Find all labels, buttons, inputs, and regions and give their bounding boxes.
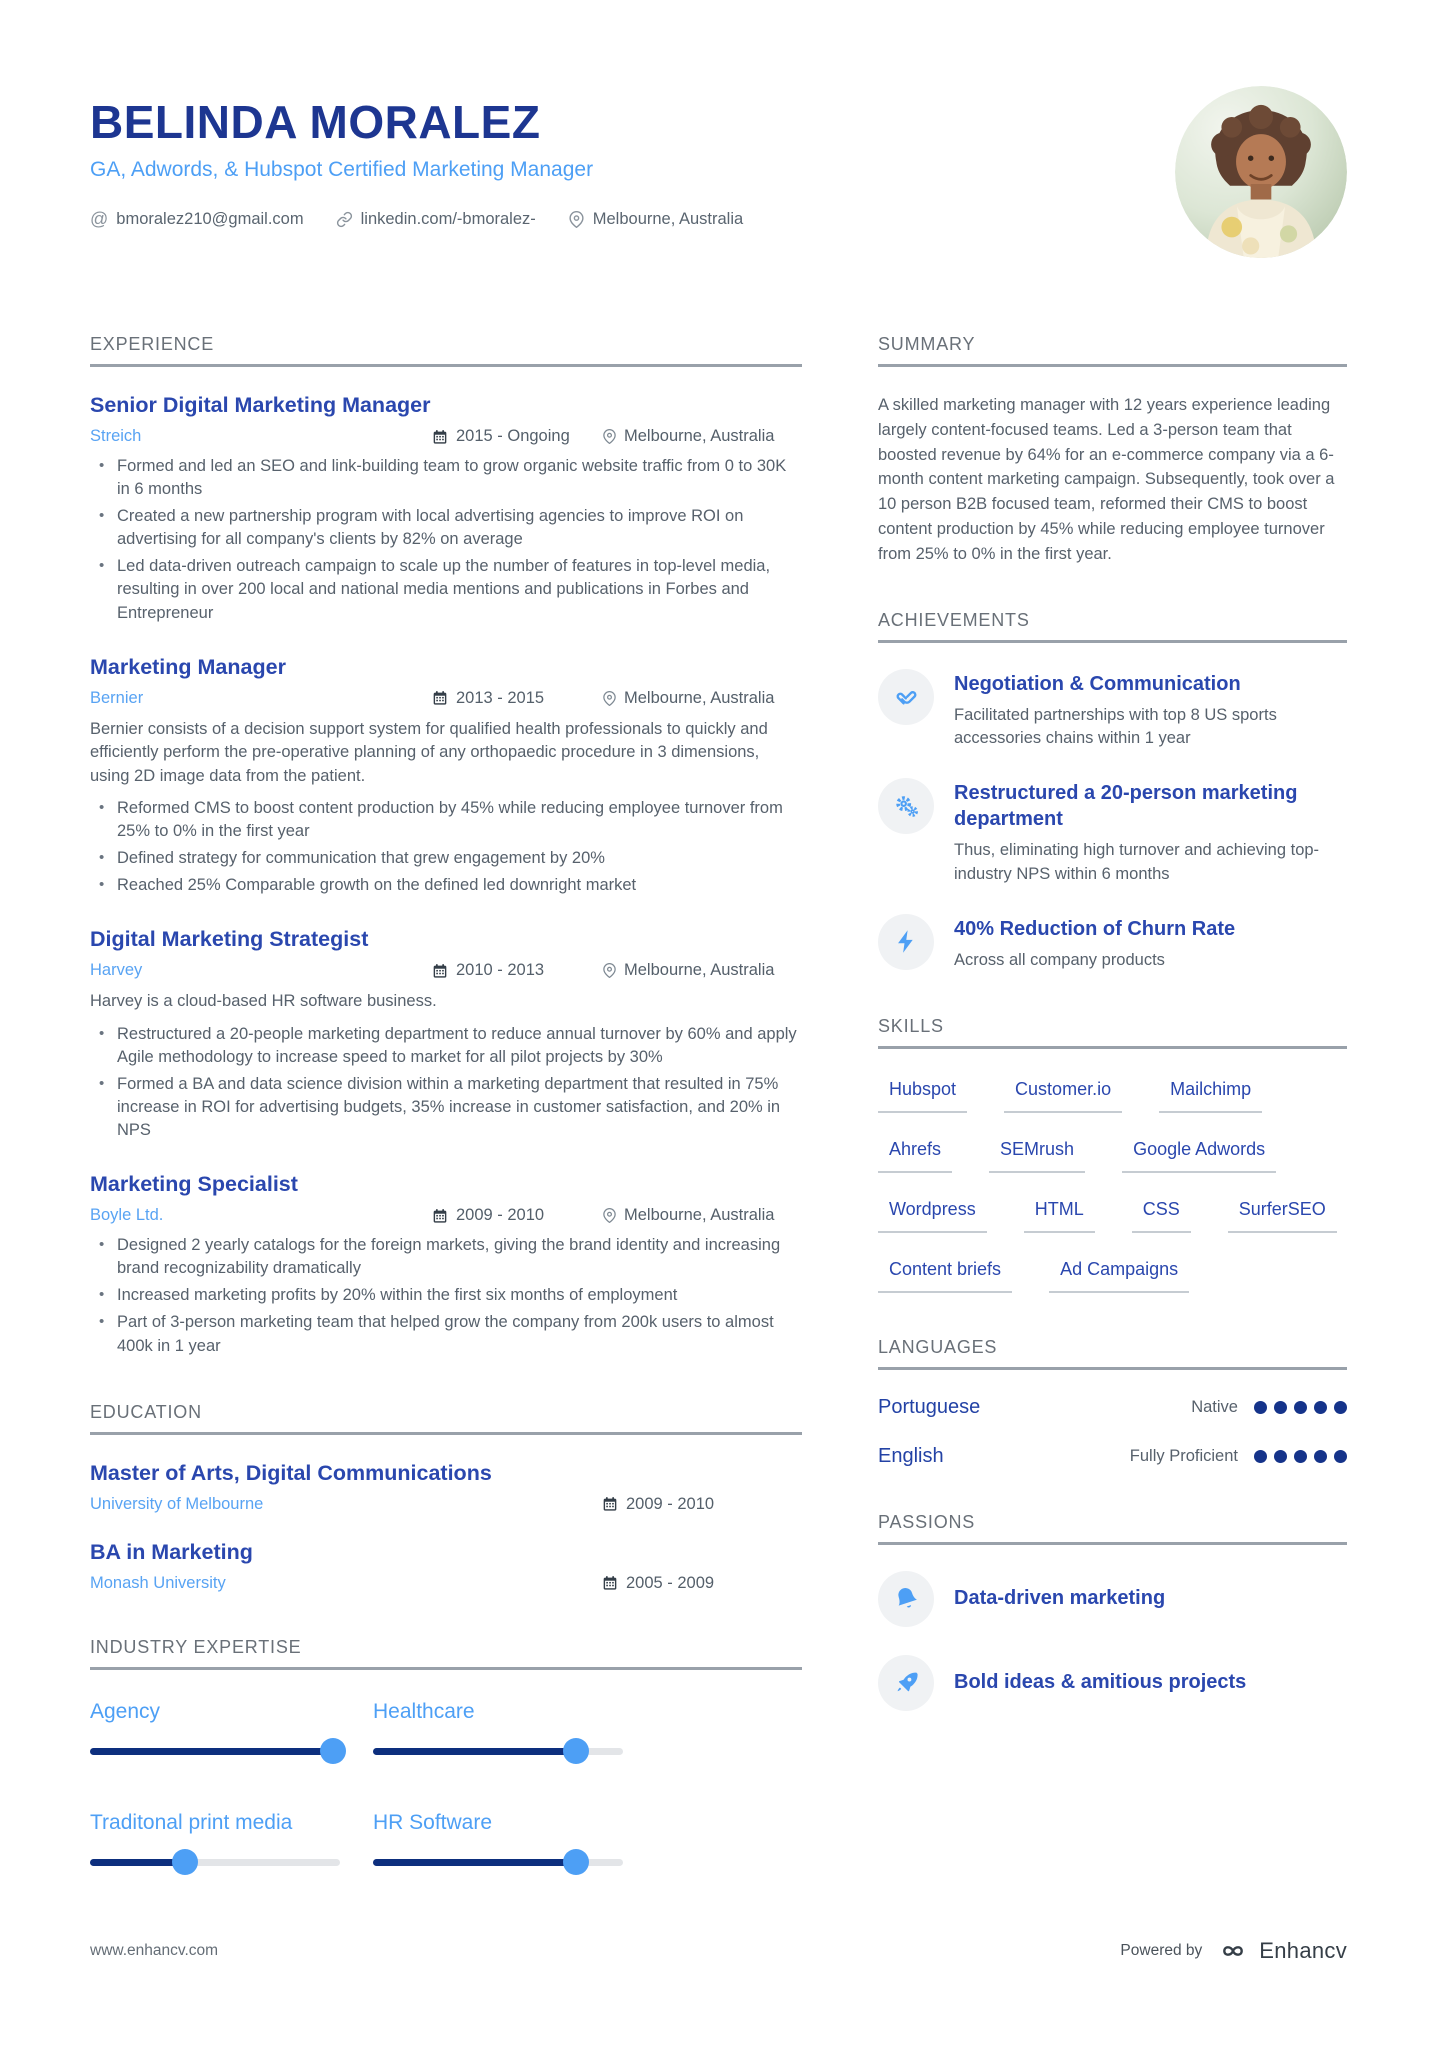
- passion-item: [878, 1571, 1347, 1627]
- calendar-icon: [432, 963, 448, 979]
- job-dates: [432, 689, 602, 708]
- slider-thumb: [320, 1738, 346, 1764]
- job-dates-text: 2009 - 2010: [456, 1206, 545, 1225]
- job-meta-row: [90, 961, 802, 980]
- job-location-text: Melbourne, Australia: [624, 688, 775, 707]
- skill-tag: HTML: [1024, 1199, 1095, 1233]
- achievements-section: [878, 610, 1347, 971]
- enhancv-wordmark: Enhancv: [1259, 1938, 1347, 1963]
- school-name: University of Melbourne: [90, 1494, 264, 1513]
- jobs-list: [90, 393, 802, 1358]
- job-bullets: [90, 797, 802, 897]
- main-columns: [90, 334, 1347, 1920]
- bullet-item: • Restructured a 20-people marketing department to reduce annual turnover by 60% and apply Agile methodology to increase speed to market for all pilot projects by 30%: [90, 1023, 802, 1069]
- job-title: Digital Marketing Strategist: [90, 927, 369, 952]
- slider-fill: [90, 1748, 333, 1755]
- contact-item[interactable]: [90, 209, 304, 230]
- skill-tag: Ad Campaigns: [1049, 1259, 1189, 1293]
- footer-site-link[interactable]: www.enhancv.com: [90, 1942, 219, 1959]
- job-location: [602, 1206, 802, 1225]
- person-name: BELINDA MORALEZ: [90, 96, 541, 148]
- bullet-item: • Defined strategy for communication that grew engagement by 20%: [90, 847, 802, 870]
- right-column: [878, 334, 1347, 1920]
- bell-icon: [878, 1571, 934, 1627]
- job-location: [602, 689, 802, 708]
- skill-tag: Ahrefs: [878, 1139, 952, 1173]
- job-meta-row: [90, 689, 802, 708]
- contact-item[interactable]: [568, 210, 743, 229]
- contact-text: bmoralez210@gmail.com: [116, 210, 304, 229]
- expertise-label: HR Software: [373, 1810, 493, 1834]
- skill-tag: Wordpress: [878, 1199, 987, 1233]
- job-dates-text: 2013 - 2015: [456, 688, 545, 707]
- expertise-label: Healthcare: [373, 1699, 475, 1723]
- powered-by-label: Powered by: [1120, 1942, 1203, 1959]
- industry-expertise-heading: INDUSTRY EXPERTISE: [90, 1637, 802, 1670]
- experience-item: [90, 393, 802, 625]
- achievement-title: Restructured a 20-person marketing department: [954, 782, 1298, 831]
- degree-title: Master of Arts, Digital Communications: [90, 1460, 492, 1485]
- achievement-body: [954, 669, 1347, 750]
- job-location-text: Melbourne, Australia: [624, 961, 775, 980]
- location-pin-icon: [602, 429, 617, 444]
- skill-tag: CSS: [1132, 1199, 1191, 1233]
- job-dates-text: 2010 - 2013: [456, 961, 545, 980]
- calendar-icon: [602, 1575, 618, 1591]
- bullet-item: • Created a new partnership program with local advertising agencies to improve ROI on advertising for all company's clients by 82% on average: [90, 505, 802, 551]
- expertise-item: [90, 1811, 340, 1876]
- passion-item: [878, 1655, 1347, 1711]
- education-list: [90, 1461, 802, 1593]
- job-bullets: [90, 1023, 802, 1142]
- footer: [90, 1938, 1347, 1964]
- contact-row: [90, 209, 743, 230]
- achievement-description: Across all company products: [954, 950, 1165, 969]
- achievement-item: [878, 778, 1347, 885]
- experience-item: [90, 1172, 802, 1357]
- person-title: GA, Adwords, & Hubspot Certified Marketing Manager: [90, 158, 594, 182]
- header-text: [90, 98, 743, 230]
- achievement-item: [878, 669, 1347, 750]
- skills-list: [878, 1075, 1347, 1293]
- slider-fill: [90, 1859, 185, 1866]
- education-meta-row: [90, 1495, 802, 1514]
- job-description: Bernier consists of a decision support system for qualified health professionals to quickly and efficiently perform the pre-operative planning of any orthopaedic procedure in 3 dimensions, using 2D image data from the patient.: [90, 719, 768, 785]
- job-title: Marketing Manager: [90, 654, 286, 679]
- education-section: [90, 1402, 802, 1593]
- gears-icon: [878, 778, 934, 834]
- achievement-description: Facilitated partnerships with top 8 US sports accessories chains within 1 year: [954, 706, 1277, 748]
- enhancv-logo-icon: [1216, 1938, 1250, 1964]
- job-bullets: [90, 455, 802, 625]
- expertise-slider: [373, 1738, 623, 1765]
- achievements-list: [878, 669, 1347, 971]
- enhancv-brand-link[interactable]: [1216, 1938, 1347, 1964]
- expertise-item: [373, 1700, 623, 1765]
- school-name: Monash University: [90, 1573, 226, 1592]
- company-name: Boyle Ltd.: [90, 1206, 164, 1225]
- powered-by: [1120, 1938, 1347, 1964]
- achievement-title: 40% Reduction of Churn Rate: [954, 917, 1236, 940]
- language-proficiency-dots: [1254, 1450, 1347, 1463]
- bullet-item: • Reformed CMS to boost content production by 45% while reducing employee turnover from 25% to 0% in the first year: [90, 797, 802, 843]
- location-pin-icon: [602, 963, 617, 978]
- education-dates-text: 2005 - 2009: [626, 1573, 715, 1592]
- company-name: Harvey: [90, 961, 143, 980]
- calendar-icon: [432, 429, 448, 445]
- skill-tag: Hubspot: [878, 1079, 967, 1113]
- passion-label: Data-driven marketing: [954, 1587, 1166, 1610]
- slider-fill: [373, 1859, 576, 1866]
- languages-section: [878, 1337, 1347, 1468]
- expertise-slider: [90, 1849, 340, 1876]
- job-dates: [432, 961, 602, 980]
- expertise-label: Agency: [90, 1699, 161, 1723]
- summary-heading: SUMMARY: [878, 334, 1347, 367]
- contact-item[interactable]: [336, 210, 536, 229]
- language-level: Native: [1191, 1397, 1238, 1416]
- expertise-item: [90, 1700, 340, 1765]
- contact-text: Melbourne, Australia: [592, 210, 744, 229]
- location-pin-icon: [602, 1208, 617, 1223]
- job-dates: [432, 1206, 602, 1225]
- job-meta-row: [90, 1206, 802, 1225]
- job-location-text: Melbourne, Australia: [624, 1206, 775, 1225]
- language-level: Fully Proficient: [1129, 1446, 1238, 1465]
- bullet-item: • Part of 3-person marketing team that helped grow the company from 200k users to almost 400k in 1 year: [90, 1311, 802, 1357]
- bullet-item: • Reached 25% Comparable growth on the defined led downright market: [90, 874, 802, 897]
- bullet-item: • Formed and led an SEO and link-building team to grow organic website traffic from 0 to 30K in 6 months: [90, 455, 802, 501]
- experience-section: [90, 334, 802, 1358]
- calendar-icon: [432, 690, 448, 706]
- job-dates-text: 2015 - Ongoing: [456, 427, 570, 445]
- slider-thumb: [563, 1738, 589, 1764]
- bolt-icon: [878, 914, 934, 970]
- achievement-title: Negotiation & Communication: [954, 673, 1241, 696]
- contact-text: linkedin.com/-bmoralez-: [360, 210, 536, 229]
- summary-text: A skilled marketing manager with 12 years experience leading largely content-focused teams. Led a 3-person team that boosted revenue by 64% for an e-commerce company via a 6-month content marketing campaign. Subsequently, took over a 10 person B2B focused team, reformed their CMS to boost content production by 45% while reducing employee turnover from 25% to 0% in the first year.: [878, 396, 1335, 563]
- header: [90, 98, 1347, 258]
- skill-tag: Mailchimp: [1159, 1079, 1262, 1113]
- language-item: [878, 1396, 1347, 1419]
- bullet-item: • Led data-driven outreach campaign to scale up the number of features in top-level media, resulting in over 200 local and national media mentions and publications in Forbes and Entrepreneur: [90, 555, 802, 624]
- job-location: [602, 961, 802, 980]
- passions-heading: PASSIONS: [878, 1512, 1347, 1545]
- summary-section: [878, 334, 1347, 566]
- company-name: Streich: [90, 427, 142, 445]
- job-dates: [432, 427, 602, 446]
- job-bullets: [90, 1234, 802, 1357]
- slider-fill: [373, 1748, 576, 1755]
- email-icon: @: [90, 209, 109, 230]
- rocket-icon: [878, 1655, 934, 1711]
- skill-tag: SurferSEO: [1228, 1199, 1337, 1233]
- slider-thumb: [563, 1849, 589, 1875]
- calendar-icon: [432, 1208, 448, 1224]
- job-title: Senior Digital Marketing Manager: [90, 393, 431, 417]
- handshake-icon: [878, 669, 934, 725]
- experience-item: [90, 927, 802, 1142]
- passions-section: [878, 1512, 1347, 1711]
- passions-list: [878, 1571, 1347, 1711]
- bullet-item: • Formed a BA and data science division within a marketing department that resulted in 75% increase in ROI for advertising budgets, 35% increase in customer satisfaction, and 20% in NPS: [90, 1073, 802, 1142]
- achievement-item: [878, 914, 1347, 972]
- language-name: Portuguese: [878, 1395, 981, 1418]
- skill-tag: Content briefs: [878, 1259, 1012, 1293]
- education-dates: [602, 1495, 802, 1514]
- calendar-icon: [602, 1496, 618, 1512]
- job-description: Harvey is a cloud-based HR software business.: [90, 992, 437, 1011]
- job-meta-row: [90, 427, 802, 446]
- avatar: [1175, 86, 1347, 258]
- language-proficiency-dots: [1254, 1401, 1347, 1414]
- education-heading: EDUCATION: [90, 1402, 802, 1435]
- bullet-item: • Designed 2 yearly catalogs for the foreign markets, giving the brand identity and increasing brand recognizability dramatically: [90, 1234, 802, 1280]
- location-icon: [568, 211, 585, 228]
- skills-section: [878, 1016, 1347, 1293]
- bullet-item: • Increased marketing profits by 20% within the first six months of employment: [90, 1284, 802, 1307]
- languages-list: [878, 1396, 1347, 1468]
- job-location: [602, 427, 802, 446]
- expertise-slider: [90, 1738, 340, 1765]
- industry-expertise-section: [90, 1637, 802, 1876]
- skill-tag: Google Adwords: [1122, 1139, 1276, 1173]
- company-name: Bernier: [90, 688, 144, 707]
- languages-heading: LANGUAGES: [878, 1337, 1347, 1370]
- language-name: English: [878, 1444, 944, 1467]
- slider-thumb: [172, 1849, 198, 1875]
- education-item: [90, 1461, 802, 1514]
- achievement-body: [954, 914, 1235, 972]
- job-location-text: Melbourne, Australia: [624, 427, 775, 445]
- education-meta-row: [90, 1574, 802, 1593]
- education-dates-text: 2009 - 2010: [626, 1494, 715, 1513]
- link-icon: [336, 211, 353, 228]
- expertise-grid: [90, 1696, 802, 1876]
- achievement-body: [954, 778, 1347, 885]
- degree-title: BA in Marketing: [90, 1539, 253, 1564]
- skill-tag: Customer.io: [1004, 1079, 1122, 1113]
- experience-heading: EXPERIENCE: [90, 334, 802, 367]
- location-pin-icon: [602, 691, 617, 706]
- language-item: [878, 1445, 1347, 1468]
- job-title: Marketing Specialist: [90, 1172, 298, 1197]
- education-item: [90, 1540, 802, 1593]
- achievement-description: Thus, eliminating high turnover and achieving top-industry NPS within 6 months: [954, 841, 1320, 883]
- profile-photo: [1175, 86, 1347, 258]
- expertise-slider: [373, 1849, 623, 1876]
- passion-label: Bold ideas & amitious projects: [954, 1671, 1247, 1694]
- achievements-heading: ACHIEVEMENTS: [878, 610, 1347, 643]
- expertise-label: Traditonal print media: [90, 1810, 293, 1834]
- skills-heading: SKILLS: [878, 1016, 1347, 1049]
- experience-item: [90, 655, 802, 898]
- expertise-item: [373, 1811, 623, 1876]
- left-column: [90, 334, 802, 1920]
- skill-tag: SEMrush: [989, 1139, 1085, 1173]
- education-dates: [602, 1574, 802, 1593]
